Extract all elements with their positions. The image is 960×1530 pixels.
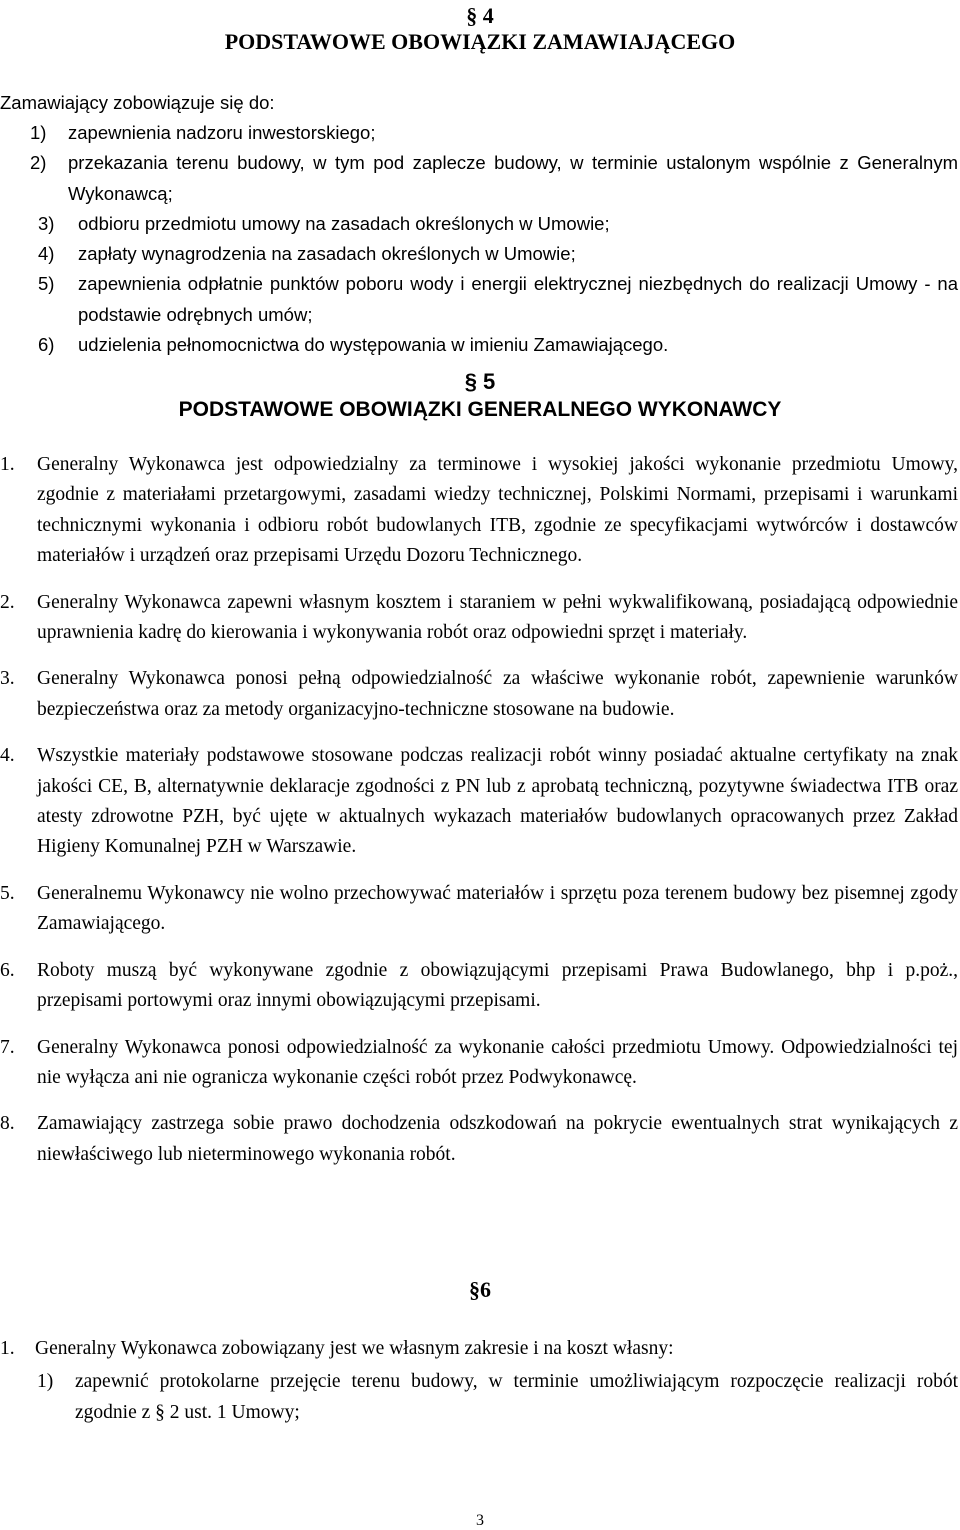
paragraph-text: Generalny Wykonawca ponosi odpowiedzialność za wykonanie całości przedmiotu Umowy. Odpowiedzialności tej nie wyłącza ani nie ogranicza wykonanie części robót przez Podwykonawcę.	[37, 1036, 958, 1088]
list-item-number: 1)	[30, 122, 47, 143]
paragraph-item	[0, 879, 958, 940]
paragraph-item	[0, 450, 958, 572]
list-item	[0, 118, 958, 148]
section-6-subitem	[0, 1366, 958, 1428]
section-6-body	[0, 1333, 958, 1428]
paragraph-text: Generalnemu Wykonawcy nie wolno przechowywać materiałów i sprzętu poza terenem budowy bez pisemnej zgody Zamawiającego.	[37, 882, 958, 935]
list-item-text: zapewnienia odpłatnie punktów poboru wody i energii elektrycznej niezbędnych do realizacji Umowy - na podstawie odrębnych umów;	[78, 273, 958, 325]
paragraph-number: 3.	[0, 668, 15, 690]
paragraph-text: Roboty muszą być wykonywane zgodnie z obowiązującymi przepisami Prawa Budowlanego, bhp i p.poż., przepisami portowymi oraz innymi obowiązującymi przepisami.	[37, 959, 958, 1012]
list-item	[0, 209, 958, 239]
list-item-text: zapłaty wynagrodzenia na zasadach określonych w Umowie;	[78, 243, 576, 265]
paragraph-item	[0, 956, 958, 1017]
section-6-number: §6	[469, 1277, 491, 1302]
list-item-text: udzielenia pełnomocnictwa do występowania w imieniu Zamawiającego.	[78, 334, 669, 356]
paragraph-item	[0, 588, 958, 649]
paragraph-number: 1.	[0, 454, 15, 475]
list-item-text: odbioru przedmiotu umowy na zasadach określonych w Umowie;	[78, 212, 610, 234]
section-5-number: § 5	[464, 369, 496, 394]
paragraph-text: Wszystkie materiały podstawowe stosowane podczas realizacji robót winny posiadać aktualne certyfikaty na znak jakości CE, B, alternatywnie deklaracje zgodności z PN lub z aprobatą techniczną, pozytywne świadectwa ITB oraz atesty zdrowotne PZH, być ujęte w aktualnych wykazach materiałów budowlanych opracowanych przez Zakład Higieny Komunalnej PZH w Warszawie.	[37, 745, 958, 858]
section-6-subitem-text: zapewnić protokolarne przejęcie terenu budowy, w terminie umożliwiającym rozpoczęcie realizacji robót zgodnie z § 2 ust. 1 Umowy;	[75, 1371, 958, 1423]
paragraph-number: 6.	[0, 959, 15, 981]
section-4-intro: Zamawiający zobowiązuje się do:	[0, 92, 275, 113]
section-6-item-number: 1.	[0, 1338, 15, 1359]
section-5-list	[0, 450, 958, 1186]
list-item-text: przekazania terenu budowy, w tym pod zaplecze budowy, w terminie ustalonym wspólnie z Generalnym Wykonawcą;	[68, 152, 958, 204]
paragraph-item	[0, 1109, 958, 1170]
section-6-item-text: Generalny Wykonawca zobowiązany jest we własnym zakresie i na koszt własny:	[35, 1338, 674, 1359]
section-4-list	[0, 118, 958, 360]
section-4-number: § 4	[466, 3, 494, 28]
section-5-title: PODSTAWOWE OBOWIĄZKI GENERALNEGO WYKONAWCY	[178, 398, 782, 421]
paragraph-number: 8.	[0, 1113, 15, 1135]
paragraph-text: Generalny Wykonawca zapewni własnym kosztem i staraniem w pełni wykwalifikowaną, posiadającą odpowiednie uprawnienia kadrę do kierowania i wykonywania robót oraz odpowiedni sprzęt i materiały.	[37, 591, 958, 644]
paragraph-number: 7.	[0, 1036, 15, 1058]
page-number: 3	[476, 1512, 484, 1529]
paragraph-text: Zamawiający zastrzega sobie prawo dochodzenia odszkodowań na pokrycie ewentualnych strat wynikających z niewłaściwego lub nieterminowego wykonania robót.	[37, 1113, 958, 1165]
section-6-item	[0, 1333, 958, 1364]
paragraph-number: 2.	[0, 591, 15, 613]
section-6-subitem-number: 1)	[37, 1371, 54, 1392]
list-item	[0, 330, 958, 360]
paragraph-item	[0, 664, 958, 725]
list-item-number: 2)	[30, 152, 47, 174]
list-item	[0, 239, 958, 269]
list-item-number: 4)	[38, 243, 55, 265]
paragraph-text: Generalny Wykonawca jest odpowiedzialny za terminowe i wysokiej jakości wykonanie przedmiotu Umowy, zgodnie z materiałami przetargowymi, zasadami wiedzy technicznej, Polskimi Normami, przepisami i warunkami technicznymi wykonania i odbioru robót budowlanych ITB, zgodnie ze specyfikacjami wytwórców i dostawców materiałów i urządzeń oraz przepisami Urzędu Dozoru Technicznego.	[37, 454, 958, 567]
paragraph-number: 4.	[0, 745, 15, 767]
paragraph-number: 5.	[0, 882, 15, 904]
paragraph-text: Generalny Wykonawca ponosi pełną odpowiedzialność za właściwe wykonanie robót, zapewnienie warunków bezpieczeństwa oraz za metody organizacyjno-techniczne stosowane na budowie.	[37, 668, 958, 720]
list-item-number: 5)	[38, 273, 55, 295]
paragraph-item	[0, 1033, 958, 1094]
section-4-title: PODSTAWOWE OBOWIĄZKI ZAMAWIAJĄCEGO	[224, 29, 736, 54]
paragraph-item	[0, 741, 958, 863]
list-item-text: zapewnienia nadzoru inwestorskiego;	[68, 122, 376, 143]
list-item	[0, 148, 958, 209]
list-item-number: 6)	[38, 334, 55, 356]
list-item	[0, 269, 958, 330]
list-item-number: 3)	[38, 212, 55, 234]
